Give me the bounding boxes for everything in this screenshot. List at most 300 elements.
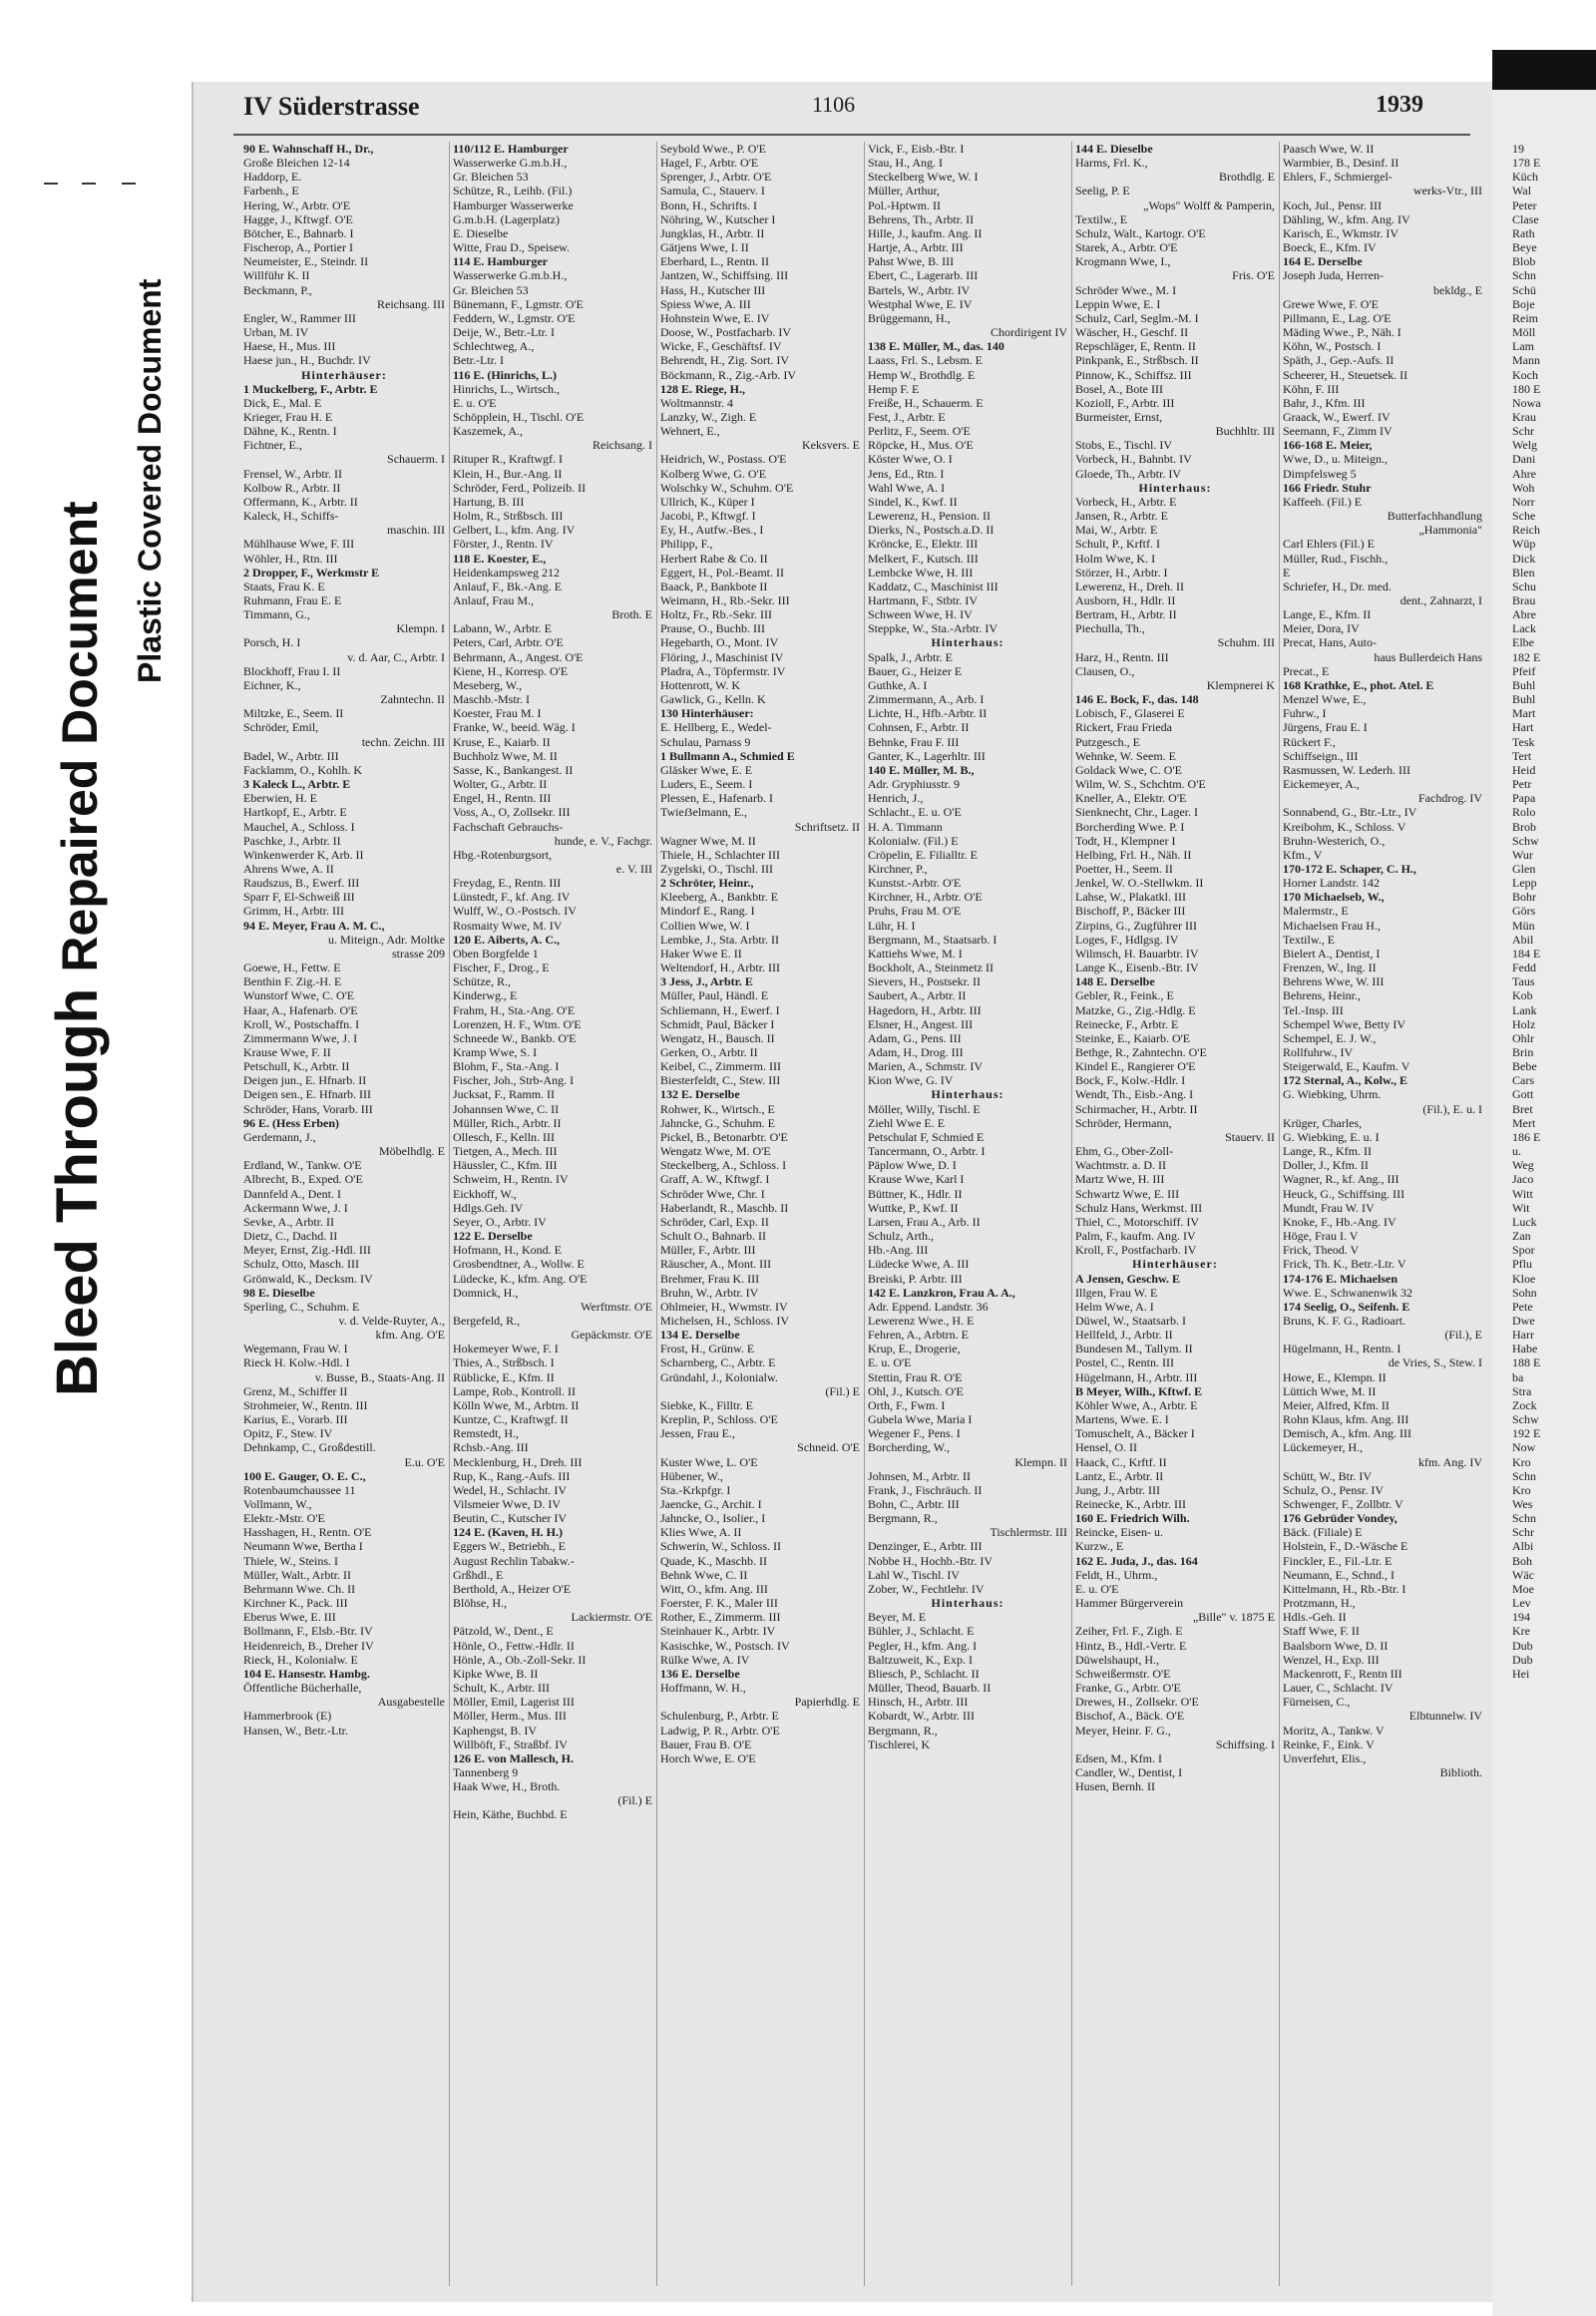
directory-entry: Fris. O'E (1232, 268, 1275, 283)
directory-entry: Köster Wwe, O. I (868, 452, 953, 467)
adjacent-page-edge (1492, 82, 1596, 2316)
directory-entry: Schulenburg, P., Arbtr. E (660, 1709, 779, 1724)
directory-entry: Hohnstein Wwe, E. IV (660, 310, 770, 325)
directory-entry: Kröncke, E., Elektr. III (868, 537, 979, 552)
directory-entry: Bahr, J., Kfm. III (1283, 395, 1366, 410)
directory-entry: Hering, W., Arbtr. O'E (243, 197, 351, 212)
directory-entry: Mai, W., Arbtr. E (1075, 523, 1158, 538)
directory-entry: Schweißermstr. O'E (1075, 1666, 1171, 1681)
directory-entry: Erdland, W., Tankw. O'E (243, 1158, 362, 1173)
directory-entry: Gelbert, L., kfm. Ang. IV (453, 523, 576, 538)
adjacent-entry: Brin (1512, 1045, 1534, 1059)
directory-entry: Mundt, Frau W. IV (1283, 1200, 1375, 1215)
directory-entry: Hdls.-Geh. II (1283, 1610, 1347, 1625)
directory-entry: Schulz, Arth., (868, 1229, 934, 1244)
adjacent-entry: Pflu (1512, 1257, 1533, 1272)
directory-entry: Stau, H., Ang. I (868, 156, 943, 171)
directory-entry: Öffentliche Bücherhalle, (243, 1681, 362, 1696)
directory-entry: Schliemann, H., Ewerf. I (660, 1002, 780, 1017)
street-title: IV Süderstrasse (243, 92, 420, 121)
adjacent-entry: Glen (1512, 861, 1536, 876)
directory-entry: Schween Wwe, H. IV (868, 607, 973, 622)
directory-entry: Wegemann, Frau W. I (243, 1342, 348, 1356)
directory-entry: Brehmer, Frau K. III (660, 1271, 760, 1286)
directory-entry: Behnke, Frau F. III (868, 734, 960, 749)
directory-entry: Raudszus, B., Ewerf. III (243, 876, 360, 891)
directory-entry: Lüttich Wwe, M. II (1283, 1383, 1377, 1398)
directory-entry: Ganter, K., Lagerhltr. III (868, 748, 986, 763)
directory-entry: Behrendt, H., Zig. Sort. IV (660, 353, 789, 368)
directory-entry: Bielert A., Dentist, I (1283, 946, 1381, 961)
directory-entry: Vollmann, W., (243, 1497, 312, 1511)
directory-entry: Candler, W., Dentist, I (1075, 1764, 1183, 1779)
adjacent-entry: Hei (1512, 1666, 1530, 1681)
directory-entry: Tancermann, O., Arbtr. I (868, 1144, 986, 1159)
directory-entry: Quade, K., Maschb. II (660, 1553, 767, 1568)
directory-entry: Scharnberg, C., Arbtr. E (660, 1355, 776, 1370)
directory-entry: Kiene, H., Korresp. O'E (453, 663, 569, 678)
directory-entry: Peters, Carl, Arbtr. O'E (453, 635, 564, 650)
directory-entry: Lüdecke Wwe, A. III (868, 1257, 970, 1272)
directory-entry: Petschull, K., Arbtr. II (243, 1059, 350, 1074)
directory-entry: Gr. Bleichen 53 (453, 170, 529, 185)
directory-entry: Ruhmann, Frau E. E (243, 593, 342, 607)
directory-entry: Schröder Wwe., M. I (1075, 282, 1177, 297)
directory-entry: Räuscher, A., Mont. III (660, 1257, 772, 1272)
adjacent-entry: Bohr (1512, 890, 1536, 905)
adjacent-entry: Jaco (1512, 1172, 1534, 1187)
directory-column-6 (1283, 142, 1482, 1779)
directory-entry: Schröder, Hermann, (1075, 1115, 1172, 1130)
directory-entry: 162 E. Juda, J., das. 164 (1075, 1553, 1198, 1568)
directory-entry: Lobisch, F., Glaserei E (1075, 706, 1185, 721)
adjacent-entry: Mann (1512, 353, 1540, 368)
directory-entry: Hbg.-Rotenburgsort, (453, 847, 553, 862)
adjacent-entry: 192 E (1512, 1426, 1541, 1441)
directory-entry: Rohn Klaus, kfm. Ang. III (1283, 1412, 1409, 1427)
directory-entry: Eberus Wwe, E. III (243, 1610, 336, 1625)
directory-entry: Wöhler, H., Rtn. III (243, 551, 338, 566)
directory-entry: Wolschky W., Schuhm. O'E (660, 480, 794, 495)
directory-entry: Burmeister, Ernst, (1075, 409, 1163, 424)
directory-entry: Elektr.-Mstr. O'E (243, 1511, 325, 1526)
directory-entry: Bäck. (Filiale) E (1283, 1525, 1363, 1540)
directory-entry: Behrmann Wwe. Ch. II (243, 1581, 356, 1596)
directory-entry: Collien Wwe, W. I (660, 918, 750, 933)
directory-entry: Ullrich, K., Küper I (660, 494, 755, 509)
directory-entry: Tannenberg 9 (453, 1764, 519, 1779)
directory-entry: Büttner, K., Hdlr. II (868, 1186, 963, 1201)
directory-entry: Tischlermstr. III (990, 1525, 1067, 1540)
directory-entry: (Fil.) E (825, 1383, 860, 1398)
directory-entry: Lampe, Rob., Kontroll. II (453, 1383, 576, 1398)
adjacent-entry: Taus (1512, 974, 1535, 989)
directory-entry: Frick, Theod. V (1283, 1243, 1360, 1258)
directory-entry: Buchhltr. III (1215, 424, 1275, 439)
directory-entry: Behnk Wwe, C. II (660, 1567, 748, 1582)
directory-entry: Blockhoff, Frau I. II (243, 663, 341, 678)
directory-entry: Kruse, E., Kaiarb. II (453, 734, 551, 749)
directory-entry: Marien, A., Schmstr. IV (868, 1059, 983, 1074)
directory-entry: Grönwald, K., Decksm. IV (243, 1271, 373, 1286)
directory-entry: Pillmann, E., Lag. O'E (1283, 310, 1392, 325)
directory-entry: 138 E. Müller, M., das. 140 (868, 339, 1004, 354)
adjacent-entry: Kro (1512, 1454, 1531, 1469)
directory-entry: hunde, e. V., Fachgr. (554, 833, 652, 848)
directory-entry: Rüblicke, E., Kfm. II (453, 1369, 555, 1384)
directory-entry: Henrich, J., (868, 791, 924, 806)
adjacent-entry: Pete (1512, 1299, 1533, 1314)
directory-entry: Hamburger Wasserwerke (453, 197, 574, 212)
directory-entry: Zimmermann, A., Arb. I (868, 692, 985, 707)
adjacent-entry: Lepp (1512, 876, 1537, 891)
directory-entry: Meier, Alfred, Kfm. II (1283, 1397, 1390, 1412)
directory-entry: Sienknecht, Chr., Lager. I (1075, 805, 1198, 820)
directory-entry: dent., Zahnarzt, I (1399, 593, 1482, 607)
directory-entry: Bock, F., Kolw.-Hdlr. I (1075, 1073, 1186, 1088)
directory-entry: Bruhn-Westerich, O., (1283, 833, 1386, 848)
directory-entry: Lange K., Eisenb.-Btr. IV (1075, 961, 1199, 975)
directory-entry: Wilmsch, H. Bauarbtr. IV (1075, 946, 1199, 961)
directory-entry: Späth, J., Gep.-Aufs. II (1283, 353, 1395, 368)
directory-entry: Tel.-Insp. III (1283, 1002, 1344, 1017)
directory-entry: Kreplin, P., Schloss. O'E (660, 1412, 778, 1427)
directory-entry: Ausgabestelle (377, 1695, 445, 1710)
directory-entry: Große Bleichen 12-14 (243, 156, 350, 171)
directory-entry: Scheerer, H., Steuetsek. II (1283, 367, 1408, 382)
directory-entry: Knoke, F., Hb.-Ang. IV (1283, 1214, 1396, 1229)
directory-entry: Schriftsetz. II (794, 819, 860, 834)
directory-entry: Thiele, H., Schlachter III (660, 847, 780, 862)
directory-entry: Weimann, H., Rb.-Sekr. III (660, 593, 790, 607)
adjacent-entry: Sohn (1512, 1285, 1537, 1300)
directory-entry: Hensel, O. II (1075, 1440, 1137, 1455)
directory-entry: Strohmeier, W., Rentn. III (243, 1397, 368, 1412)
directory-entry: Kreibohm, K., Schloss. V (1283, 819, 1406, 834)
directory-entry: Förster, J., Rentn. IV (453, 537, 554, 552)
adjacent-entry: Wit (1512, 1200, 1530, 1215)
directory-entry: Sasse, K., Bankangest. II (453, 762, 574, 777)
directory-entry: Fachdrog. IV (1418, 791, 1482, 806)
directory-entry: Kolberg Wwe, G. O'E (660, 466, 767, 481)
directory-entry: Willböft, F., Straßbf. IV (453, 1737, 568, 1751)
directory-entry: Starek, A., Arbtr. O'E (1075, 240, 1178, 255)
adjacent-entry: 188 E (1512, 1355, 1541, 1370)
directory-entry: Broth. E (611, 607, 652, 622)
directory-entry: 116 E. (Hinrichs, L.) (453, 367, 558, 382)
adjacent-entry: Buhl (1512, 677, 1536, 692)
directory-entry: Kozioll, F., Arbtr. III (1075, 395, 1175, 410)
directory-entry: Vick, F., Eisb.-Btr. I (868, 142, 965, 156)
directory-entry: Grewe Wwe, F. O'E (1283, 296, 1379, 311)
adjacent-entry: Abil (1512, 932, 1534, 947)
directory-entry: Opitz, F., Stew. IV (243, 1426, 333, 1441)
adjacent-entry: Reim (1512, 310, 1538, 325)
side-label-main (44, 150, 110, 1396)
adjacent-page-text (1512, 142, 1541, 1681)
directory-entry: Reichsang. III (377, 296, 445, 311)
directory-entry: Schneede W., Bankb. O'E (453, 1030, 577, 1045)
directory-entry: Jenkel, W. O.-Stellwkm. II (1075, 876, 1204, 891)
directory-entry: Kobardt, W., Arbtr. III (868, 1709, 975, 1724)
directory-entry: Porsch, H. I (243, 635, 301, 650)
directory-entry: Hagedorn, H., Arbtr. III (868, 1002, 982, 1017)
directory-entry: Jahncke, O., Isolier., I (660, 1511, 766, 1526)
directory-entry: Zeiher, Frl. F., Zigh. E (1075, 1624, 1183, 1639)
directory-entry: Borcherding, W., (868, 1440, 950, 1455)
directory-entry: Ohlmeier, H., Wwmstr. IV (660, 1299, 788, 1314)
directory-entry: Martz Wwe, H. III (1075, 1172, 1165, 1187)
directory-column-2 (453, 142, 652, 1822)
adjacent-entry: Dick (1512, 551, 1536, 566)
directory-entry: Köhler Wwe, A., Arbtr. E (1075, 1397, 1198, 1412)
directory-entry: Haberlandt, R., Maschb. II (660, 1200, 789, 1215)
directory-entry: Zober, W., Fechtlehr. IV (868, 1581, 985, 1596)
adjacent-entry: 182 E (1512, 649, 1541, 664)
directory-entry: Möbelhdlg. E (379, 1144, 445, 1159)
directory-entry: Schröder, Ferd., Polizeib. II (453, 480, 587, 495)
directory-entry: Illgen, Frau W. E (1075, 1285, 1158, 1300)
directory-entry: Loges, F., Hdlgsg. IV (1075, 932, 1179, 947)
directory-entry: 94 E. Meyer, Frau A. M. C., (243, 918, 385, 933)
directory-entry: Carl Ehlers (Fil.) E (1283, 537, 1375, 552)
directory-entry: Denzinger, E., Arbtr. III (868, 1539, 983, 1554)
adjacent-entry: Buhl (1512, 692, 1536, 707)
directory-entry: Gloede, Th., Arbtr. IV (1075, 466, 1182, 481)
directory-entry: Bertram, H., Arbtr. II (1075, 607, 1177, 622)
adjacent-entry: Schw (1512, 833, 1539, 848)
directory-entry: Schult, K., Arbtr. III (453, 1681, 550, 1696)
directory-entry: Hinterhäuser: (1132, 1257, 1218, 1272)
directory-entry: 2 Schröter, Heinr., (660, 876, 754, 891)
directory-entry: de Vries, S., Stew. I (1388, 1355, 1482, 1370)
directory-entry: Doller, J., Kfm. II (1283, 1158, 1369, 1173)
directory-entry: 1 Bullmann A., Schmied E (660, 748, 795, 763)
directory-entry: Klein, H., Bur.-Ang. II (453, 466, 563, 481)
directory-entry: Foerster, F. K., Maler III (660, 1596, 778, 1611)
directory-entry: Hottenrott, W. K (660, 677, 740, 692)
directory-entry: Lauer, C., Schlacht. IV (1283, 1681, 1394, 1696)
directory-entry: Mackenrott, F., Rentn III (1283, 1666, 1402, 1681)
directory-entry: Frick, Th. K., Betr.-Ltr. V (1283, 1257, 1406, 1272)
directory-entry: Hübener, W., (660, 1468, 723, 1483)
directory-entry: Hansen, W., Betr.-Ltr. (243, 1723, 348, 1737)
directory-entry: Grosbendtner, A., Wollw. E (453, 1257, 585, 1272)
directory-entry: Graff, A. W., Kftwgf. I (660, 1172, 770, 1187)
adjacent-entry: Kro (1512, 1482, 1531, 1497)
directory-entry: Sonnabend, G., Btr.-Ltr., IV (1283, 805, 1417, 820)
directory-entry: Hokemeyer Wwe, F. I (453, 1342, 559, 1356)
directory-entry: Pahst Wwe, B. III (868, 254, 955, 269)
directory-entry: Rickert, Frau Frieda (1075, 720, 1172, 735)
directory-entry: Schröder, Emil, (243, 720, 319, 735)
directory-entry: Holstein, F., D.-Wäsche E (1283, 1539, 1408, 1554)
directory-entry: Edsen, M., Kfm. I (1075, 1750, 1162, 1765)
directory-entry: B Meyer, Wilh., Kftwf. E (1075, 1383, 1203, 1398)
directory-entry: Palm, F., kaufm. Ang. IV (1075, 1229, 1196, 1244)
directory-entry: Sindel, K., Kwf. II (868, 494, 958, 509)
directory-entry: 3 Kaleck L., Arbtr. E (243, 777, 351, 792)
directory-entry: Grßhdl., E (453, 1567, 504, 1582)
adjacent-entry: Bret (1512, 1101, 1533, 1116)
directory-entry: Engler, W., Rammer III (243, 310, 356, 325)
directory-entry: Vorbeck, H., Arbtr. E (1075, 494, 1177, 509)
directory-entry: Pinkpank, E., Strßbsch. II (1075, 353, 1199, 368)
directory-entry: Zirpins, G., Zugführer III (1075, 918, 1197, 933)
directory-entry: Hinterhaus: (931, 635, 1004, 650)
directory-entry: Schuhm. III (1217, 635, 1275, 650)
directory-entry: Mauchel, A., Schloss. I (243, 819, 355, 834)
directory-entry: strasse 209 (392, 946, 445, 961)
adjacent-entry: Dwe (1512, 1313, 1535, 1328)
directory-entry: Harms, Frl. K., (1075, 156, 1148, 171)
directory-entry: Hein, Käthe, Buchbd. E (453, 1807, 568, 1822)
directory-entry: Kittelmann, H., Rb.-Btr. I (1283, 1581, 1406, 1596)
adjacent-entry: Stra (1512, 1383, 1532, 1398)
directory-entry: Oben Borgfelde 1 (453, 946, 539, 961)
directory-entry: Rosmaity Wwe, M. IV (453, 918, 563, 933)
directory-entry: Fuhrw., I (1283, 706, 1327, 721)
directory-entry: Haese jun., H., Buchdr. IV (243, 353, 371, 368)
directory-entry: „Bille" v. 1875 E (1192, 1610, 1275, 1625)
directory-entry: Lembke, J., Sta. Arbtr. II (660, 932, 779, 947)
directory-entry: Stauerv. II (1225, 1129, 1275, 1144)
directory-entry: Rup, K., Rang.-Aufs. III (453, 1468, 571, 1483)
directory-entry: Düwelshaupt, H., (1075, 1652, 1159, 1667)
directory-entry: Rasmussen, W. Lederh. III (1283, 762, 1410, 777)
directory-entry: Steigerwald, E., Kaufm. V (1283, 1059, 1410, 1074)
directory-entry: Buchholz Wwe, M. II (453, 748, 558, 763)
adjacent-entry: Mart (1512, 706, 1536, 721)
directory-entry: Sevke, A., Arbtr. II (243, 1214, 334, 1229)
directory-entry: Bliesch, P., Schlacht. II (868, 1666, 980, 1681)
directory-entry: Spiess Wwe, A. III (660, 296, 751, 311)
directory-entry: Gerken, O., Arbtr. II (660, 1045, 758, 1059)
directory-entry: 130 Hinterhäuser: (660, 706, 754, 721)
directory-entry: Neumeister, E., Steindr. II (243, 254, 369, 269)
directory-entry: Reinecke, K., Arbtr. III (1075, 1497, 1186, 1511)
directory-entry: Holtz, Fr., Rb.-Sekr. III (660, 607, 772, 622)
directory-entry: Witt, O., kfm. Ang. III (660, 1581, 768, 1596)
directory-entry: Dehnkamp, C., Großdestill. (243, 1440, 376, 1455)
directory-entry: Timmann, G., (243, 607, 310, 622)
directory-entry: Borcherding Wwe. P. I (1075, 819, 1185, 834)
directory-entry: u. Miteign., Adr. Moltke (328, 932, 445, 947)
adjacent-entry: Pfeif (1512, 663, 1536, 678)
directory-entry: Köhn, F. III (1283, 381, 1340, 396)
directory-entry: Rohwer, K., Wirtsch., E (660, 1101, 775, 1116)
directory-entry: Sta.-Krkpfgr. I (660, 1482, 731, 1497)
adjacent-entry: Schr (1512, 1525, 1534, 1540)
directory-entry: Frank, J., Fischräuch. II (868, 1482, 983, 1497)
directory-entry: Neumann Wwe, Bertha I (243, 1539, 363, 1554)
directory-entry: Goldack Wwe, C. O'E (1075, 762, 1182, 777)
directory-entry: Samula, C., Stauerv. I (660, 184, 765, 198)
directory-entry: Domnick, H., (453, 1285, 519, 1300)
directory-entry: G. Wiebking, E. u. I (1283, 1129, 1380, 1144)
directory-entry: Anlauf, Frau M., (453, 593, 534, 607)
directory-entry: 128 E. Riege, H., (660, 381, 745, 396)
directory-entry: Tomuschelt, A., Bäcker I (1075, 1426, 1195, 1441)
directory-entry: Wwe. E., Schwanenwik 32 (1283, 1285, 1412, 1300)
directory-entry: Hintz, B., Hdl.-Vertr. E (1075, 1638, 1187, 1653)
directory-entry: E. Dieselbe (453, 225, 509, 240)
directory-entry: 170 Michaelseb, W., (1283, 890, 1385, 905)
side-label-part2: Repaired Document (52, 501, 108, 972)
directory-entry: Frenzen, W., Ing. II (1283, 961, 1377, 975)
page-header (243, 92, 1490, 128)
directory-entry: Eickemeyer, A., (1283, 777, 1360, 792)
directory-entry: Lüdecke, K., kfm. Ang. O'E (453, 1271, 588, 1286)
directory-entry: Wegener F., Pens. I (868, 1426, 961, 1441)
directory-entry: Stettin, Frau R. O'E (868, 1369, 963, 1384)
directory-entry: Joseph Juda, Herren- (1283, 268, 1384, 283)
directory-entry: Wagner, R., kf. Ang., III (1283, 1172, 1399, 1187)
directory-entry: Malermstr., E (1283, 904, 1349, 919)
directory-entry: kfm. Ang. IV (1418, 1454, 1482, 1469)
directory-entry: Böckmann, R., Zig.-Arb. IV (660, 367, 796, 382)
adjacent-entry: Nowa (1512, 395, 1541, 410)
directory-entry: „Wops" Wolff & Pamperin, (1143, 197, 1275, 212)
directory-entry: 122 E. Derselbe (453, 1229, 533, 1244)
directory-entry: Miltzke, E., Seem. II (243, 706, 344, 721)
directory-column-1 (243, 142, 445, 1737)
scan-shadow (1492, 50, 1596, 90)
directory-entry: Klempnerei K (1206, 677, 1275, 692)
directory-entry: Eggert, H., Pol.-Beamt. II (660, 565, 784, 579)
directory-entry: Rituper R., Kraftwgf. I (453, 452, 563, 467)
directory-entry: Schult, P., Krftf. I (1075, 537, 1160, 552)
directory-entry: Hasshagen, H., Rentn. O'E (243, 1525, 372, 1540)
directory-entry: Zahntechn. II (380, 692, 445, 707)
adjacent-entry: Sche (1512, 509, 1536, 524)
directory-entry: Menzel Wwe, E., (1283, 692, 1367, 707)
directory-entry: Schweim, H., Rentn. IV (453, 1172, 569, 1187)
directory-entry: Jürgens, Frau E. I (1283, 720, 1368, 735)
directory-entry: Bockholt, A., Steinmetz II (868, 961, 994, 975)
column-divider (1279, 142, 1280, 2286)
adjacent-entry: Norr (1512, 494, 1535, 509)
directory-entry: Weltendorf, H., Arbtr. III (660, 961, 780, 975)
adjacent-entry: Lank (1512, 1002, 1537, 1017)
directory-entry: Paschke, J., Arbtr. II (243, 833, 341, 848)
directory-entry: Baltzuweit, K., Exp. I (868, 1652, 973, 1667)
adjacent-entry: Albi (1512, 1539, 1534, 1554)
directory-entry: 144 E. Dieselbe (1075, 142, 1153, 156)
directory-entry: Hemp W., Brothdlg. E (868, 367, 976, 382)
directory-entry: Gubela Wwe, Maria I (868, 1412, 973, 1427)
directory-entry: Willführ K. II (243, 268, 310, 283)
directory-entry: Todt, H., Klempner I (1075, 833, 1176, 848)
directory-entry: 126 E. von Mallesch, H. (453, 1750, 575, 1765)
directory-entry: 176 Gebrüder Vondey, (1283, 1511, 1397, 1526)
adjacent-entry: Brau (1512, 593, 1536, 607)
directory-entry: Bergmann, M., Staatsarb. I (868, 932, 998, 947)
directory-entry: 124 E. (Kaven, H. H.) (453, 1525, 563, 1540)
directory-entry: Orth, F., Fwm. I (868, 1397, 946, 1412)
directory-entry: Gründahl, J., Kolonialw. (660, 1369, 778, 1384)
directory-entry: Kattiehs Wwe, M. I (868, 946, 963, 961)
directory-entry: Repschläger, E, Rentn. II (1075, 339, 1196, 354)
directory-entry: Kuntze, C., Kraftwgf. II (453, 1412, 569, 1427)
directory-entry: Behrens, Heinr., (1283, 988, 1361, 1003)
directory-entry: Kirchner K., Pack. III (243, 1596, 348, 1611)
directory-entry: Textilw., E (1283, 932, 1336, 947)
directory-entry: Krup, E., Drogerie, (868, 1342, 961, 1356)
directory-entry: Farbenh., E (243, 184, 299, 198)
directory-entry: Lichte, H., Hfb.-Arbtr. II (868, 706, 988, 721)
directory-entry: Reincke, Eisen- u. (1075, 1525, 1163, 1540)
